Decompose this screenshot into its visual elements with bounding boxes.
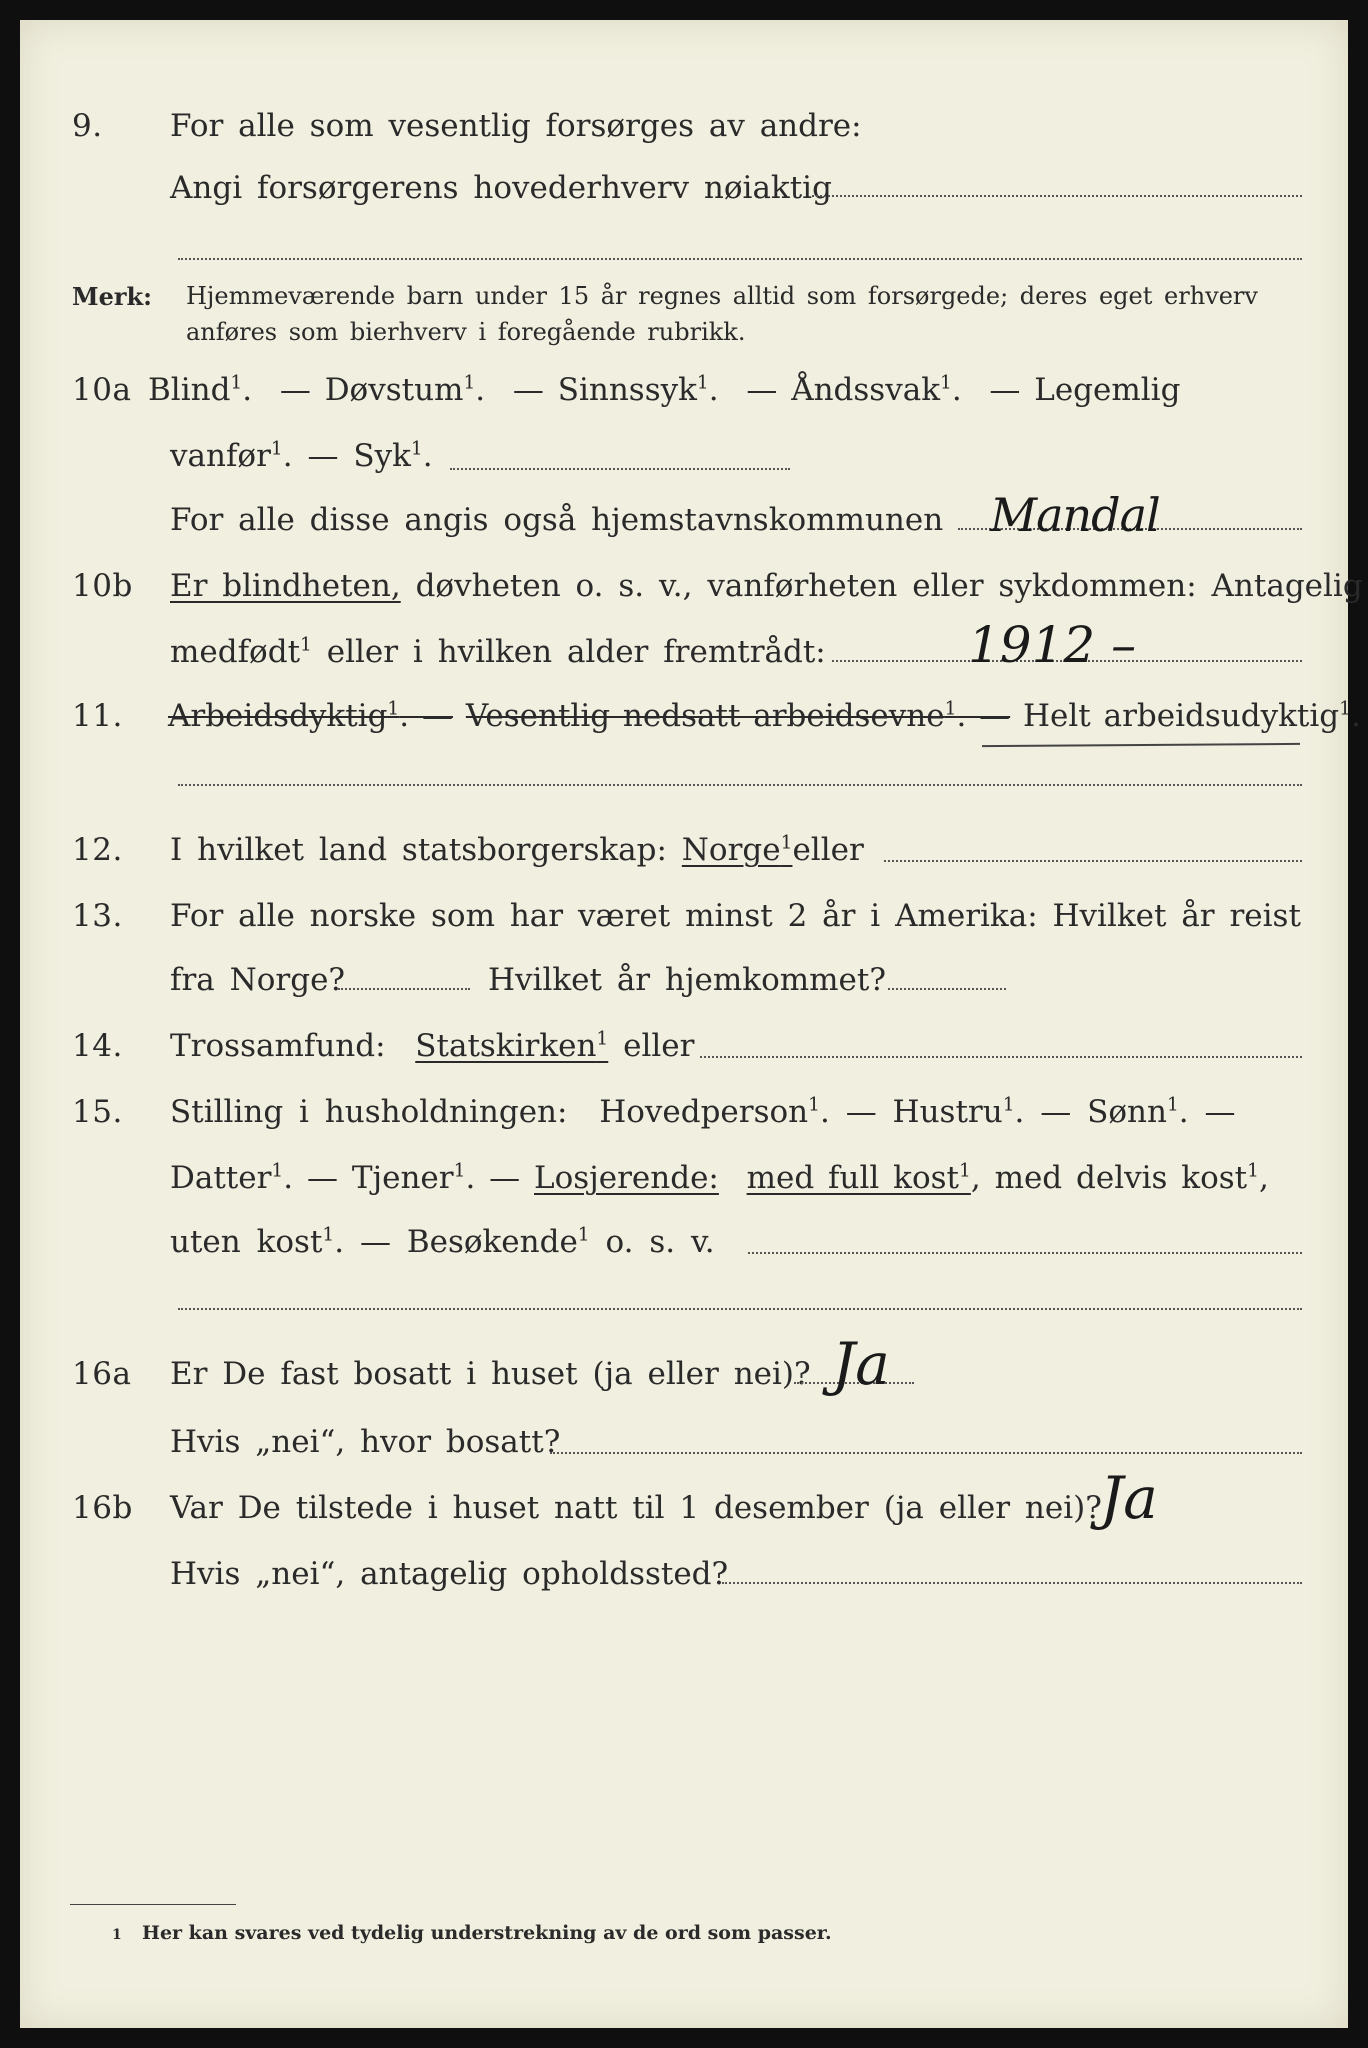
merk-line2: anføres som bierhverv i foregående rubrikk. <box>186 318 746 346</box>
q14-statskirken: Statskirken$^1$ <box>415 1028 609 1064</box>
q15-med-full-kost: med full kost$^1$ <box>746 1160 971 1196</box>
q15-answer-field-2[interactable] <box>178 1308 1302 1310</box>
q13-line2a: fra Norge? <box>170 962 346 998</box>
q16a-line2: Hvis „nei“, hvor bosatt? <box>170 1424 561 1460</box>
q10b-line2-rest: eller i hvilken alder fremtrådt: <box>326 634 826 670</box>
q10b-medfodt: medfødt <box>170 634 301 670</box>
q15-stilling: Stilling i husholdningen: <box>170 1094 568 1130</box>
merk-line1: Hjemmeværende barn under 15 år regnes alltid som forsørgede; deres eget erhverv <box>186 282 1258 310</box>
q12-number: 12. <box>72 832 123 868</box>
q11-number: 11. <box>72 698 123 734</box>
q10a-andssvak: Åndssvak <box>791 372 940 408</box>
q16a-number: 16a <box>72 1356 132 1392</box>
q13-number: 13. <box>72 898 123 934</box>
q13-line1: For alle norske som har været minst 2 år i Amerika: Hvilket år reist <box>170 898 1301 934</box>
q15-sonn: Sønn <box>1087 1094 1167 1130</box>
footnote-text: Her kan svares ved tydelig understrekning av de ord som passer. <box>142 1922 832 1944</box>
q15-hustru: Hustru <box>892 1094 1003 1130</box>
q15-line3: uten kost$^1$. — Besøkende$^1$ o. s. v. <box>170 1224 715 1260</box>
q16b-handwritten-answer: Ja <box>1100 1464 1158 1532</box>
footnote-mark: 1 <box>112 1927 122 1943</box>
q13-reist-field[interactable] <box>338 988 470 990</box>
q15-answer-field[interactable] <box>748 1252 1302 1254</box>
q12-answer-field[interactable] <box>884 860 1302 862</box>
q9-answer-field-2[interactable] <box>178 258 1302 260</box>
q10a-sinnssyk: Sinnssyk <box>557 372 697 408</box>
q9-number: 9. <box>72 108 103 144</box>
q10a-line3: For alle disse angis også hjemstavnskommunen <box>170 502 944 538</box>
q10b-line2: medfødt$^1$ eller i hvilken alder fremtrådt: <box>170 634 826 670</box>
census-form-page <box>20 20 1363 2028</box>
q11-opt2: Vesentlig nedsatt arbeidsevne$^1$. — <box>465 698 1011 734</box>
q11-answer-field[interactable] <box>178 784 1302 786</box>
q15-line2: Datter$^1$. — Tjener$^1$. — Losjerende: med full kost$^1$, med delvis kost$^1$, <box>170 1160 1269 1196</box>
q16a-handwritten-answer: Ja <box>832 1330 890 1398</box>
q9-line2: Angi forsørgerens hovederhverv nøiaktig <box>170 170 832 206</box>
q14-line <box>170 1028 694 1064</box>
q15-losjerende: Losjerende: <box>534 1160 719 1196</box>
q10a-line1: Blind$^1$. — Døvstum$^1$. — Sinnssyk$^1$. — Åndssvak$^1$. — Legemlig <box>148 372 1181 408</box>
q15-osv: o. s. v. <box>605 1224 715 1260</box>
q16b-number: 16b <box>72 1490 133 1526</box>
q14-eller: eller <box>623 1028 695 1064</box>
q10a-blind: Blind <box>148 372 231 408</box>
q10a-number: 10a <box>72 372 132 408</box>
q15-hovedperson: Hovedperson <box>599 1094 809 1130</box>
q10a-vanfor: vanfør <box>170 438 271 474</box>
q10a-dovstum: Døvstum <box>324 372 464 408</box>
q11-opt3: Helt arbeidsudyktig$^1$. <box>1023 698 1361 734</box>
q15-line1: Stilling i husholdningen: Hovedperson$^1$. — Hustru$^1$. — Sønn$^1$. — <box>170 1094 1236 1130</box>
q10a-legemlig: Legemlig <box>1034 372 1181 408</box>
q10b-line1 <box>170 568 1363 604</box>
q14-text: Trossamfund: <box>170 1028 386 1064</box>
q16b-line1: Var De tilstede i huset natt til 1 desember (ja eller nei)? <box>170 1490 1102 1526</box>
q13-line2b: Hvilket år hjemkommet? <box>488 962 886 998</box>
q11-handwritten-underline <box>982 743 1300 747</box>
q9-answer-field[interactable] <box>812 195 1302 197</box>
q15-uten-kost: uten kost <box>170 1224 323 1260</box>
q10b-er-blindheten: Er blindheten, <box>170 568 401 604</box>
q15-tjener: Tjener <box>351 1160 454 1196</box>
q12-line <box>170 832 864 868</box>
merk-label: Merk: <box>72 282 152 311</box>
q16b-line2: Hvis „nei“, antagelig opholdssted? <box>170 1556 729 1592</box>
q15-number: 15. <box>72 1094 123 1130</box>
q12-text: I hvilket land statsborgerskap: <box>170 832 667 868</box>
q15-datter: Datter <box>170 1160 272 1196</box>
q10b-number: 10b <box>72 568 133 604</box>
q16b-opholdssted-field[interactable] <box>722 1582 1302 1584</box>
q10a-handwritten-answer: Mandal <box>990 488 1160 542</box>
q9-line1: For alle som vesentlig forsørges av andre: <box>170 108 862 144</box>
q10a-syk-field[interactable] <box>450 468 790 470</box>
q16a-line1: Er De fast bosatt i huset (ja eller nei)? <box>170 1356 811 1392</box>
q11-opt1: Arbeidsdyktig$^1$. — <box>168 698 453 734</box>
q10b-line1-rest: døvheten o. s. v., vanførheten eller sykdommen: Antagelig <box>415 568 1363 604</box>
q12-eller: eller <box>792 832 864 868</box>
q11-line <box>168 698 1361 734</box>
q10b-handwritten-answer: 1912 – <box>968 616 1137 674</box>
q10a-line2: vanfør$^1$. — Syk$^1$. <box>170 438 433 474</box>
q13-hjemkommet-field[interactable] <box>888 988 1006 990</box>
q12-norge: Norge$^1$ <box>681 832 793 868</box>
q16a-bosatt-field[interactable] <box>550 1452 1302 1454</box>
q14-answer-field[interactable] <box>700 1056 1302 1058</box>
footnote-divider <box>70 1904 236 1905</box>
q14-number: 14. <box>72 1028 123 1064</box>
q15-med-delvis-kost: med delvis kost <box>994 1160 1248 1196</box>
q15-besokende: Besøkende <box>406 1224 578 1260</box>
q10a-syk: Syk <box>353 438 411 474</box>
